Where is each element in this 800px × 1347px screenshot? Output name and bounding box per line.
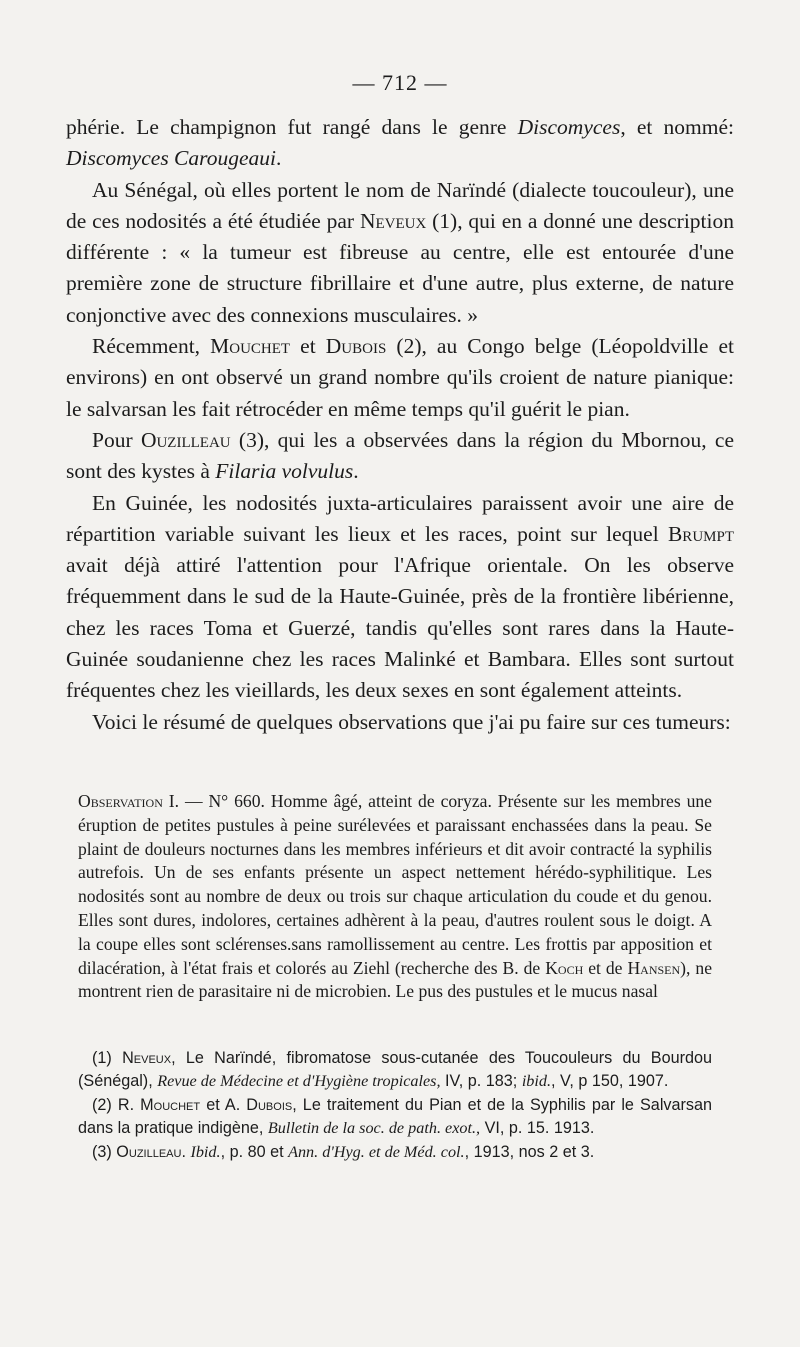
paragraph-3: Récemment, Mouchet et Dubois (2), au Congo belge (Léopoldville et environs) en ont observé un grand nombre qu'ils croient de nature pianique: le salvarsan les fait rétrocéder en même temps qu'il guérit le pian. (66, 334, 734, 421)
main-text (66, 112, 734, 738)
paragraph-4: Pour Ouzilleau (3), qui les a observées dans la région du Mbornou, ce sont des kystes à Filaria volvulus. (66, 427, 734, 484)
footnote-3: (3) Ouzilleau. Ibid., p. 80 et Ann. d'Hyg. et de Méd. col., 1913, nos 2 et 3. (92, 1142, 595, 1161)
footnote-1: (1) Neveux, Le Narïndé, fibromatose sous-cutanée des Toucouleurs du Bourdou (Sénégal), Revue de Médecine et d'Hygiène tropicales, IV, p. 183; ibid., V, p 150, 1907. (78, 1049, 712, 1091)
observation-label: Observation I. (78, 791, 180, 811)
footnotes (78, 1047, 712, 1164)
paragraph-6: Voici le résumé de quelques observations que j'ai pu faire sur ces tumeurs: (92, 709, 731, 734)
observation-block (78, 790, 712, 1004)
footnote-2: (2) R. Mouchet et A. Dubois, Le traitement du Pian et de la Syphilis par le Salvarsan dans la pratique indigène, Bulletin de la soc. de path. exot., VI, p. 15. 1913. (78, 1095, 712, 1138)
paragraph-5: En Guinée, les nodosités juxta-articulaires paraissent avoir une aire de répartition variable suivant les lieux et les races, point sur lequel Brumpt avait déjà attiré l'attention pour l'Afrique orientale. On les observe fréquemment dans le sud de la Haute-Guinée, près de la frontière libérienne, chez les races Toma et Guerzé, tandis qu'elles sont rares dans la Haute-Guinée soudanienne chez les races Malinké et Bambara. Elles sont surtout fréquentes chez les vieillards, les deux sexes en sont également atteints. (66, 490, 734, 703)
paragraph-2: Au Sénégal, où elles portent le nom de Narïndé (dialecte toucouleur), une de ces nodosités a été étudiée par Neveux (1), qui en a donné une description différente : « la tumeur est fibreuse au centre, elle est entourée d'une première zone de structure fibrillaire et d'une autre, plus externe, de nature conjonctive avec des connexions musculaires. » (66, 177, 734, 327)
observation-1: Observation I. — N° 660. Homme âgé, atteint de coryza. Présente sur les membres une éruption de petites pustules à peine surélevées et paraissant enchassées dans la peau. Se plaint de douleurs nocturnes dans les membres inférieurs et dit avoir contracté la syphilis autrefois. Un de ses enfants présente un aspect nettement hérédo-syphilitique. Les nodosités sont au nombre de deux ou trois sur chaque articulation du coude et du genou. Elles sont dures, indolores, certaines adhèrent à la peau, d'autres roulent sous le doigt. A la coupe elles sont sclérenses.sans ramollissement au centre. Les frottis par apposition et dilacération, à l'état frais et colorés au Ziehl (recherche des B. de Koch et de Hansen), ne montrent rien de parasitaire ni de microbien. Le pus des pustules et le mucus nasal (78, 791, 713, 1002)
page-number: — 712 — (352, 70, 448, 95)
paragraph-1: phérie. Le champignon fut rangé dans le genre Discomyces, et nommé: Discomyces Carougeaui. (66, 115, 735, 171)
